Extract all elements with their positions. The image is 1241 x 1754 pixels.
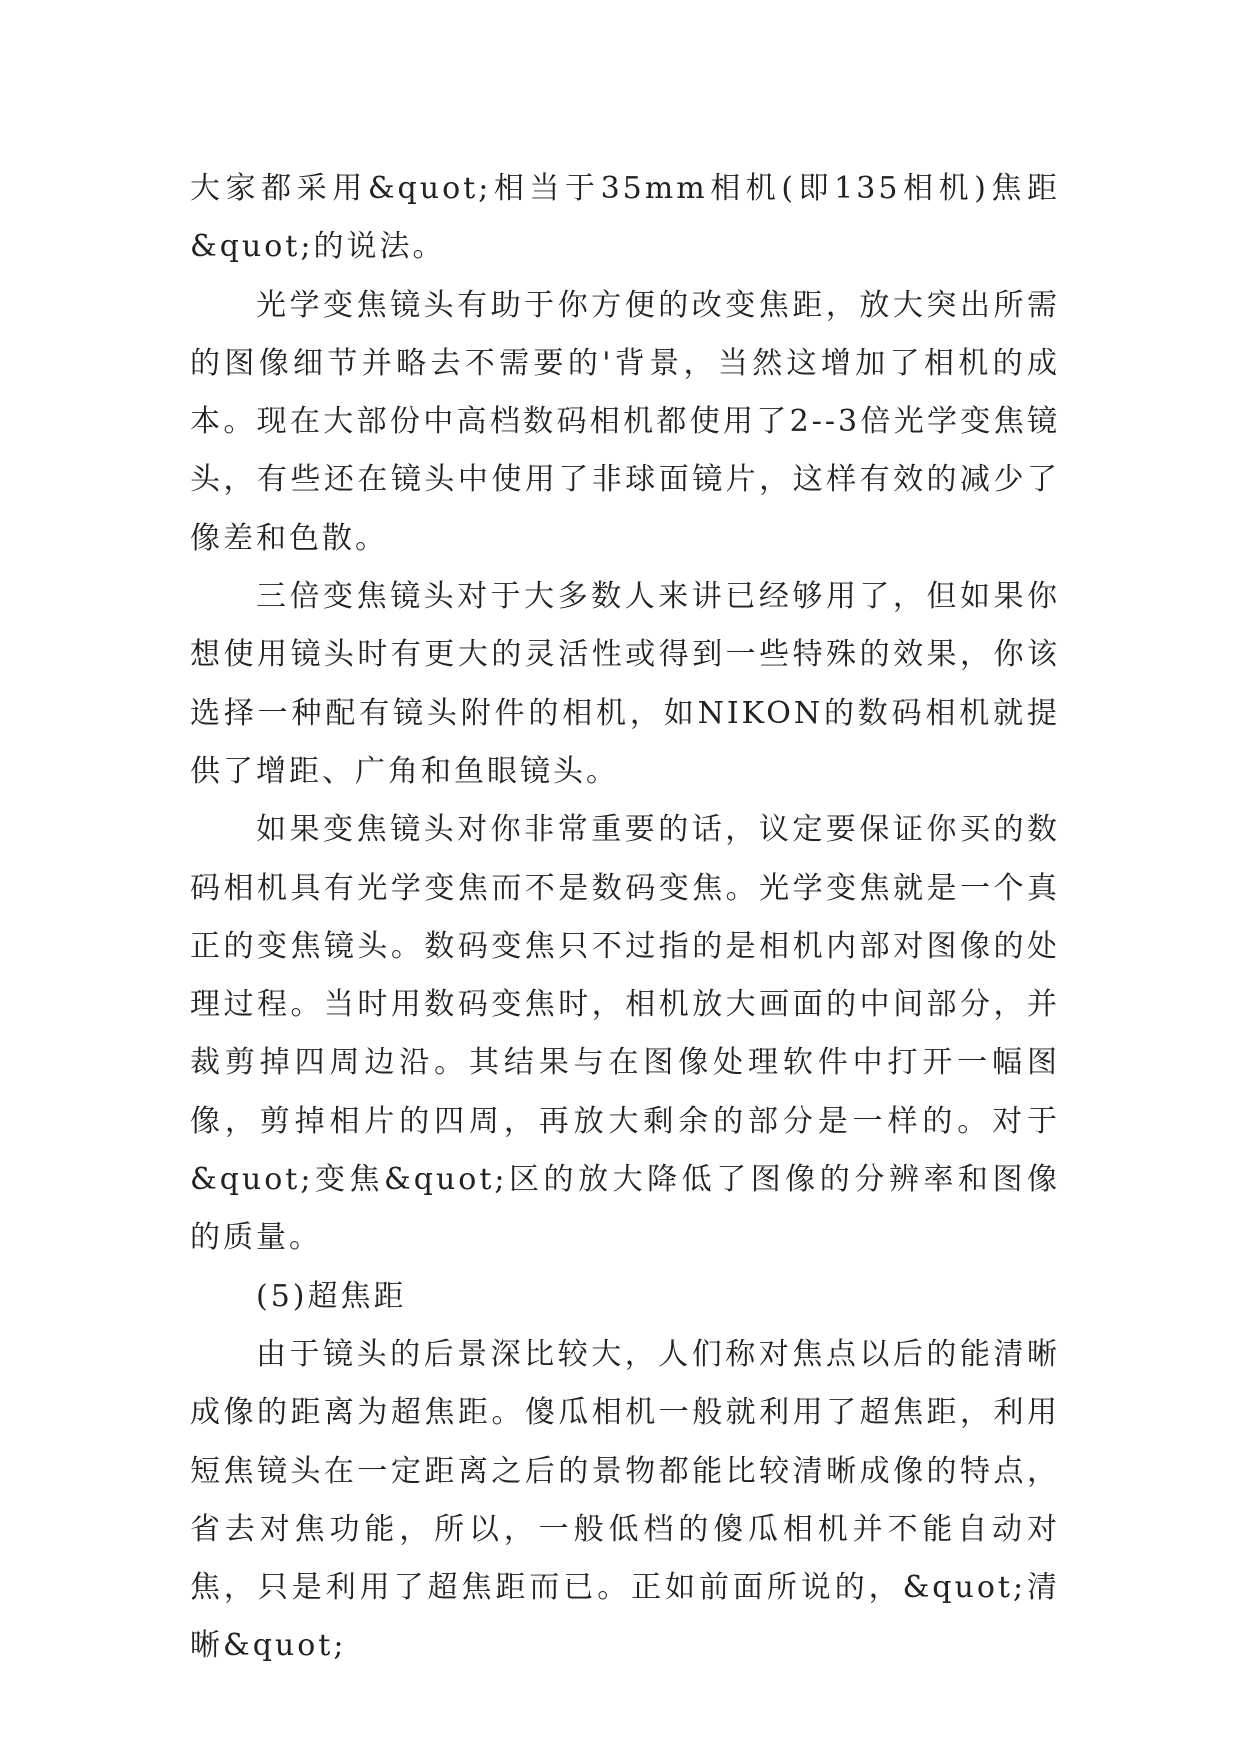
section-heading: (5)超焦距 bbox=[256, 1278, 407, 1314]
paragraph-3: 三倍变焦镜头对于大多数人来讲已经够用了，但如果你想使用镜头时有更大的灵活性或得到一些特殊的效果，你该选择一种配有镜头附件的相机，如NIKON的数码相机就提供了增距、广角和鱼眼镜头。 bbox=[190, 579, 1060, 789]
paragraph-4: 如果变焦镜头对你非常重要的话，议定要保证你买的数码相机具有光学变焦而不是数码变焦。光学变焦就是一个真正的变焦镜头。数码变焦只不过指的是相机内部对图像的处理过程。当时用数码变焦时，相机放大画面的中间部分，并裁剪掉四周边沿。其结果与在图像处理软件中打开一幅图像，剪掉相片的四周，再放大剩余的部分是一样的。对于&quot;变焦&quot;区的放大降低了图像的分辨率和图像的质量。 bbox=[190, 812, 1060, 1256]
paragraph-5: 由于镜头的后景深比较大，人们称对焦点以后的能清晰成像的距离为超焦距。傻瓜相机一般就利用了超焦距，利用短焦镜头在一定距离之后的景物都能比较清晰成像的特点，省去对焦功能，所以，一般低档的傻瓜相机并不能自动对焦，只是利用了超焦距而已。正如前面所说的，&quot;清晰&quot; bbox=[190, 1336, 1060, 1664]
paragraph-2: 光学变焦镜头有助于你方便的改变焦距，放大突出所需的图像细节并略去不需要的'背景，当然这增加了相机的成本。现在大部份中高档数码相机都使用了2--3倍光学变焦镜头，有些还在镜头中使用了非球面镜片，这样有效的减少了像差和色散。 bbox=[190, 287, 1060, 556]
document-body bbox=[190, 160, 1060, 1676]
paragraph-1: 大家都采用&quot;相当于35mm相机(即135相机)焦距&quot;的说法。 bbox=[190, 171, 1060, 265]
